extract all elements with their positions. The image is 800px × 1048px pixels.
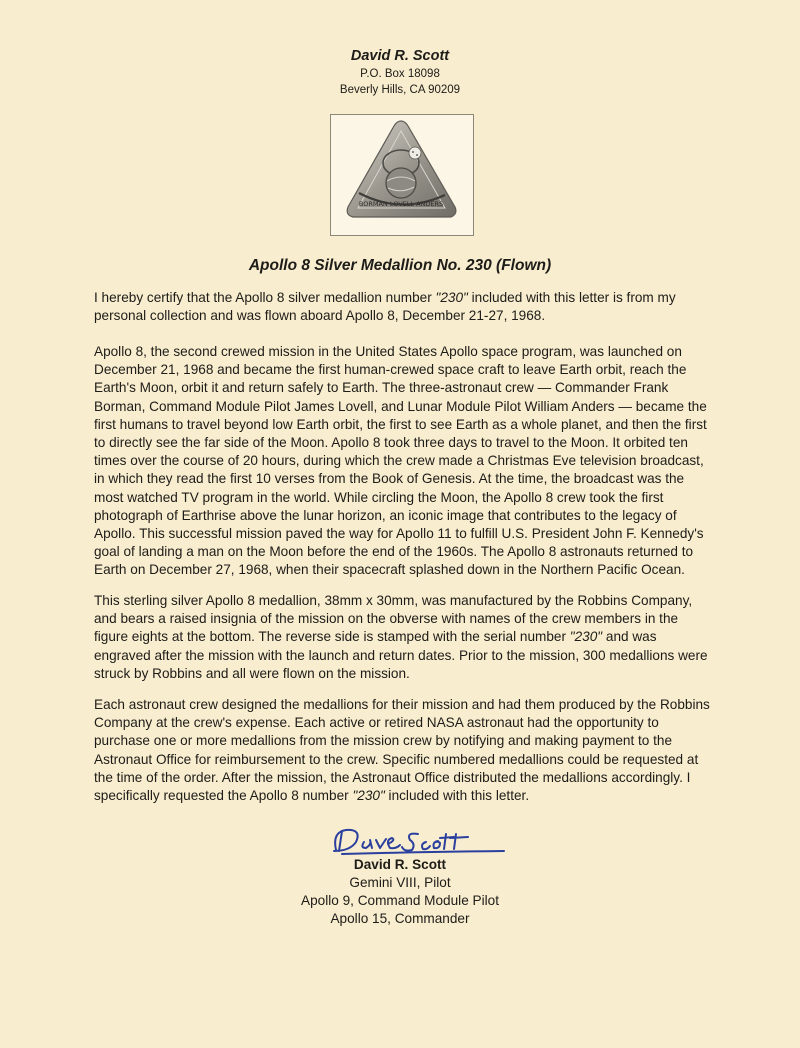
signer-title-line2: Apollo 9, Command Module Pilot: [301, 893, 499, 908]
paragraph-text: I hereby certify that the Apollo 8 silver medallion number: [94, 290, 436, 305]
paragraph-text: This sterling silver Apollo 8 medallion, 38mm x 30mm, was manufactured by the Robbins Company, and bears a raised insignia of the mission on the obverse with names of the crew members in the figure eights at the bottom. The reverse side is stamped with the serial number: [94, 593, 693, 645]
signature-block: [250, 856, 550, 928]
paragraph-certification: [94, 289, 714, 325]
serial-number: "230": [352, 788, 385, 804]
serial-number: "230": [569, 629, 603, 645]
medallion-photo: [330, 114, 474, 236]
letter-title: Apollo 8 Silver Medallion No. 230 (Flown): [248, 257, 552, 274]
paragraph-mission-history: Apollo 8, the second crewed mission in the United States Apollo space program, was launched on December 21, 1968 and became the first human-crewed space craft to leave Earth orbit, reach the Earth's Moon, orbit it and return safely to Earth. The three-astronaut crew — Commander Frank Borman, Command Module Pilot James Lovell, and Lunar Module Pilot William Anders — became the first humans to travel beyond low Earth orbit, the first to see Earth as a whole planet, and then the first to directly see the far side of the Moon. Apollo 8 took three days to travel to the Moon. It orbited ten times over the course of 20 hours, during which the crew made a Christmas Eve television broadcast, in which they read the first 10 verses from the Book of Genesis. At the time, the broadcast was the most watched TV program in the world. While circling the Moon, the Apollo 8 crew took the first photograph of Earthrise above the lunar horizon, an iconic image that contributes to the legacy of Apollo. This successful mission paved the way for Apollo 11 to fulfill U.S. President John F. Kennedy's goal of landing a man on the Moon before the end of the 1960s. The Apollo 8 astronauts returned to Earth on December 27, 1968, when their spacecraft splashed down in the Northern Pacific Ocean.: [94, 344, 707, 578]
letterhead-address-line2: Beverly Hills, CA 90209: [339, 84, 461, 96]
letterhead-address-line1: P.O. Box 18098: [360, 68, 440, 80]
paragraph-text: included with this letter is from my personal collection and was flown aboard Apollo 8, December 21-27, 1968.: [94, 290, 676, 324]
serial-number: "230": [435, 290, 468, 305]
signer-title-line1: Gemini VIII, Pilot: [349, 875, 451, 890]
paragraph-text: and was engraved after the mission with the launch and return dates. Prior to the mission, 300 medallions were struck by Robbins and all were flown on the mission.: [94, 629, 708, 681]
letterhead: [0, 46, 800, 98]
paragraph-text: included with this letter.: [384, 788, 530, 804]
paragraph-medallion-origin: [94, 696, 714, 805]
paragraph-medallion-description: [94, 592, 714, 683]
letterhead-name: David R. Scott: [350, 48, 450, 64]
signer-name: David R. Scott: [353, 857, 447, 872]
paragraph-text: Each astronaut crew designed the medallions for their mission and had them produced by the Robbins Company at the crew's expense. Each active or retired NASA astronaut had the opportunity to purchase one or more medallions from the mission crew by notifying and making payment to the Astronaut Office for reimbursement to the crew. Specific numbered medallions could be requested at the time of the order. After the mission, the Astronaut Office distributed the medallions accordingly. I specifically requested the Apollo 8 number: [94, 697, 710, 804]
medallion-inscription: BORMAN LOVELL ANDERS: [358, 200, 444, 208]
apollo8-medallion-image: [331, 115, 472, 234]
handwritten-signature: [322, 820, 512, 860]
signer-title-line3: Apollo 15, Commander: [330, 911, 470, 926]
